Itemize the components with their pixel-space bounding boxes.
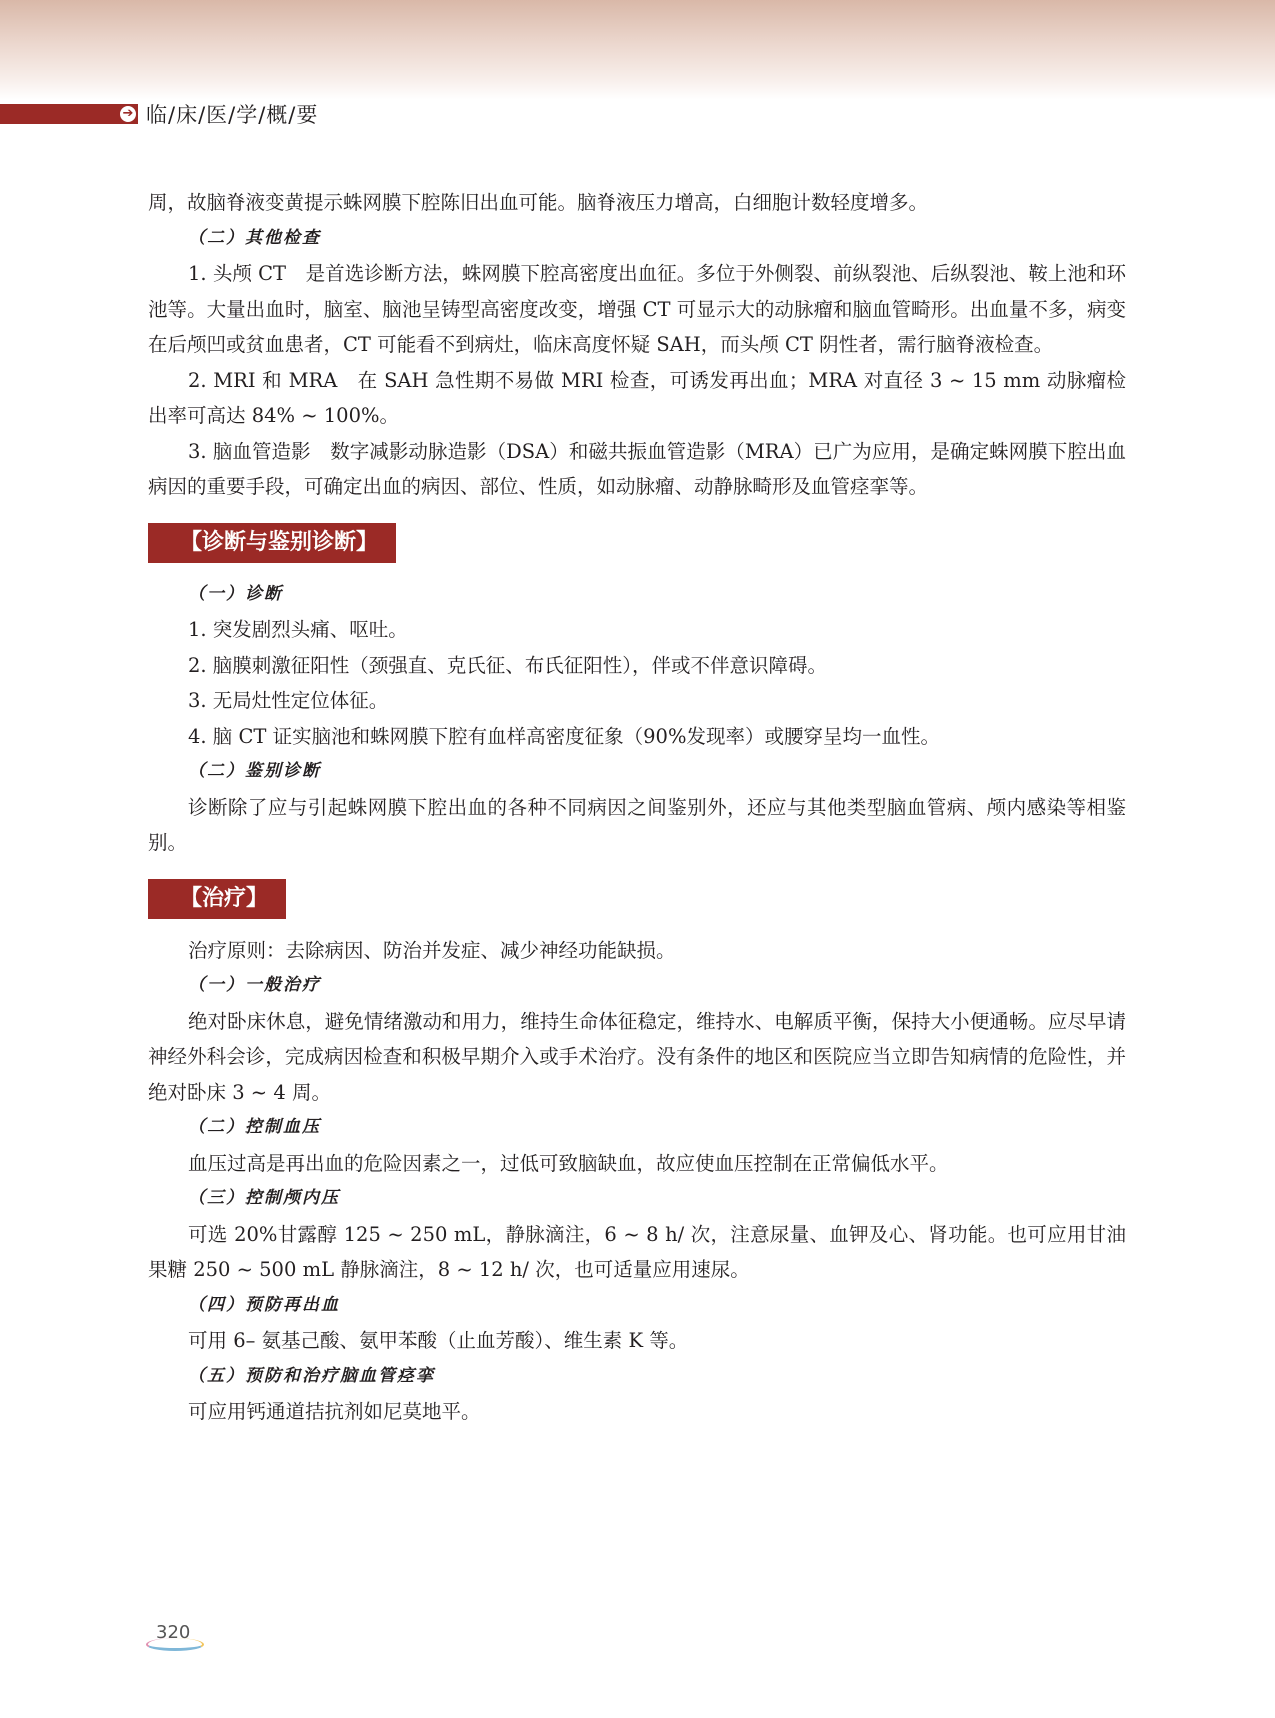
page-number: 320 xyxy=(156,1622,191,1643)
paragraph-general: 绝对卧床休息，避免情绪激动和用力，维持生命体征稳定，维持水、电解质平衡，保持大小便通畅。应尽早请神经外科会诊，完成病因检查和积极早期介入或手术治疗。没有条件的地区和医院应当立即告知病情的危险性，并绝对卧床 3 ~ 4 周。 xyxy=(148,1009,1126,1104)
page-number-swoosh xyxy=(146,1638,204,1651)
running-header-title: 临/床/医/学/概/要 xyxy=(146,103,319,127)
subheading-vasospasm: （五）预防和治疗脑血管痉挛 xyxy=(188,1365,435,1386)
paragraph-differential: 诊断除了应与引起蛛网膜下腔出血的各种不同病因之间鉴别外，还应与其他类型脑血管病、颅内感染等相鉴别。 xyxy=(148,795,1126,854)
paragraph-principle: 治疗原则：去除病因、防治并发症、减少神经功能缺损。 xyxy=(188,938,676,962)
subheading-rebleed: （四）预防再出血 xyxy=(188,1294,340,1315)
subheading-bp: （二）控制血压 xyxy=(188,1117,321,1137)
section-heading-diagnosis: 【诊断与鉴别诊断】 xyxy=(148,523,396,563)
diagnosis-item-2: 2. 脑膜刺激征阳性（颈强直、克氏征、布氏征阳性），伴或不伴意识障碍。 xyxy=(188,653,828,677)
paragraph-bp: 血压过高是再出血的危险因素之一，过低可致脑缺血，故应使血压控制在正常偏低水平。 xyxy=(188,1151,949,1175)
paragraph-rebleed: 可用 6– 氨基己酸、氨甲苯酸（止血芳酸）、维生素 K 等。 xyxy=(188,1329,689,1352)
diagnosis-item-1: 1. 突发剧烈头痛、呕吐。 xyxy=(188,618,408,641)
section-heading-treatment: 【治疗】 xyxy=(148,879,286,919)
diagnosis-item-4: 4. 脑 CT 证实脑池和蛛网膜下腔有血样高密度征象（90%发现率）或腰穿呈均一血性。 xyxy=(188,724,940,748)
paragraph-vasospasm: 可应用钙通道拮抗剂如尼莫地平。 xyxy=(188,1400,481,1423)
paragraph-intro: 周，故脑脊液变黄提示蛛网膜下腔陈旧出血可能。脑脊液压力增高，白细胞计数轻度增多。 xyxy=(148,191,929,214)
paragraph-icp: 可选 20%甘露醇 125 ~ 250 mL，静脉滴注，6 ~ 8 h/ 次，注意尿量、血钾及心、肾功能。也可应用甘油果糖 250 ~ 500 mL 静脉滴注，8 ~ 12 h/ 次，也可适量应用速尿。 xyxy=(148,1222,1126,1281)
diagnosis-item-3: 3. 无局灶性定位体征。 xyxy=(188,689,389,712)
subheading-general: （一）一般治疗 xyxy=(188,975,321,995)
paragraph-dsa: 3. 脑血管造影 数字减影动脉造影（DSA）和磁共振血管造影（MRA）已广为应用，是确定蛛网膜下腔出血病因的重要手段，可确定出血的病因、部位、性质，如动脉瘤、动静脉畸形及血管痉挛等。 xyxy=(148,439,1126,498)
arrow-right-icon: ➔ xyxy=(118,104,138,124)
subheading-differential: （二）鉴别诊断 xyxy=(188,761,321,781)
paragraph-mri: 2. MRI 和 MRA 在 SAH 急性期不易做 MRI 检查，可诱发再出血；MRA 对直径 3 ~ 15 mm 动脉瘤检出率可高达 84% ~ 100%。 xyxy=(148,368,1126,427)
page-body xyxy=(148,185,1126,1430)
subheading-icp: （三）控制颅内压 xyxy=(188,1188,340,1208)
subheading-other-exam: （二）其他检查 xyxy=(188,227,321,248)
paragraph-ct: 1. 头颅 CT 是首选诊断方法，蛛网膜下腔高密度出血征。多位于外侧裂、前纵裂池、后纵裂池、鞍上池和环池等。大量出血时，脑室、脑池呈铸型高密度改变，增强 CT 可显示大的动脉瘤和脑血管畸形。出血量不多，病变在后颅凹或贫血患者，CT 可能看不到病灶，临床高度怀疑 SAH，而头颅 CT 阴性者，需行脑脊液检查。 xyxy=(148,262,1126,356)
header-gradient-band xyxy=(0,0,1275,100)
subheading-diagnosis: （一）诊断 xyxy=(188,583,283,604)
